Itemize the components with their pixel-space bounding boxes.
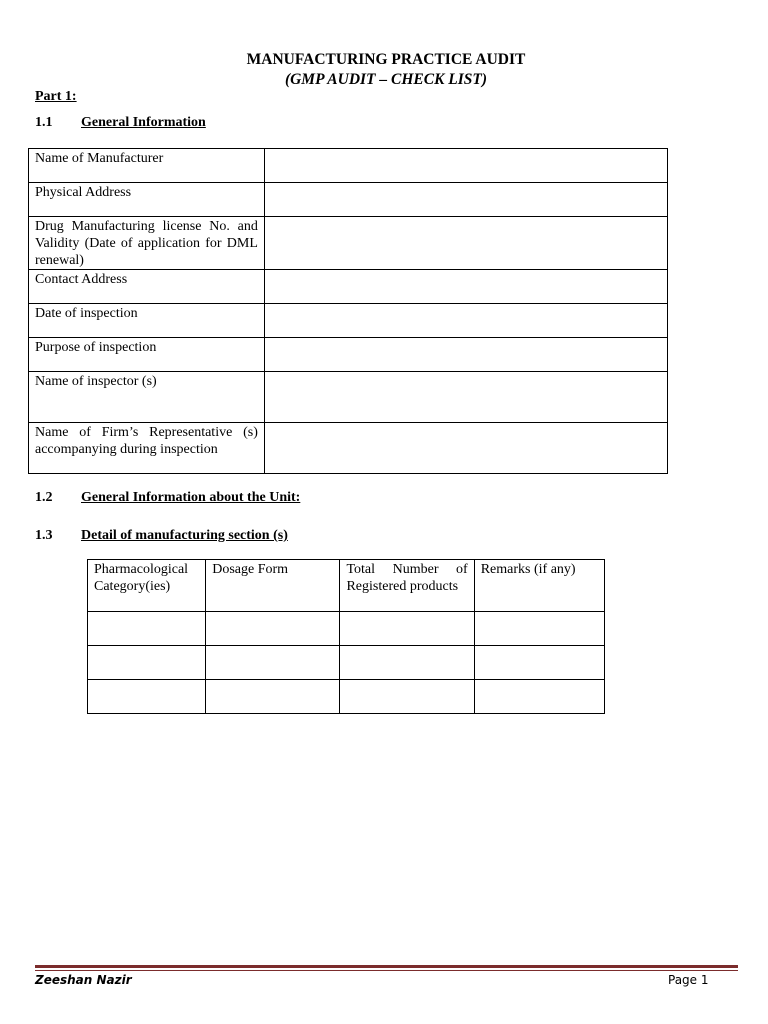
table-cell[interactable] <box>340 646 474 680</box>
manufacturing-section-table <box>87 559 605 714</box>
footer-page-number: Page 1 <box>668 973 709 987</box>
column-header-remarks: Remarks (if any) <box>474 560 604 612</box>
table-row <box>29 423 668 474</box>
section-heading-1-2 <box>35 490 300 506</box>
page-title: MANUFACTURING PRACTICE AUDIT <box>246 51 526 68</box>
table-row <box>29 270 668 304</box>
footer-divider-thin <box>35 970 738 971</box>
table-cell[interactable] <box>206 646 340 680</box>
section-title: General Information about the Unit: <box>81 490 301 505</box>
column-header-total-registered-products: Total Number of Registered products <box>340 560 474 612</box>
field-value-cell[interactable] <box>264 423 667 474</box>
field-value-cell[interactable] <box>264 270 667 304</box>
table-cell[interactable] <box>206 612 340 646</box>
footer-divider-thick <box>35 965 738 968</box>
table-row <box>29 304 668 338</box>
footer-author: Zeeshan Nazir <box>35 973 132 987</box>
field-label: Name of Manufacturer <box>29 149 265 183</box>
field-label: Name of Firm’s Representative (s) accompanying during inspection <box>29 423 265 474</box>
section-title: Detail of manufacturing section (s) <box>81 528 288 543</box>
field-label: Purpose of inspection <box>29 338 265 372</box>
column-header-pharmacological-category: Pharmacological Category(ies) <box>88 560 206 612</box>
section-number: 1.1 <box>35 115 53 130</box>
field-value-cell[interactable] <box>264 217 667 270</box>
field-value-cell[interactable] <box>264 149 667 183</box>
field-label: Physical Address <box>29 183 265 217</box>
field-label: Name of inspector (s) <box>29 372 265 423</box>
section-heading-1-3 <box>35 528 288 544</box>
table-cell[interactable] <box>474 680 604 714</box>
table-cell[interactable] <box>474 612 604 646</box>
field-label: Date of inspection <box>29 304 265 338</box>
part-heading: Part 1: <box>35 89 77 104</box>
table-cell[interactable] <box>88 612 206 646</box>
section-heading-1-1 <box>35 115 206 131</box>
table-cell[interactable] <box>88 680 206 714</box>
table-row <box>88 680 605 714</box>
field-value-cell[interactable] <box>264 304 667 338</box>
field-label: Contact Address <box>29 270 265 304</box>
field-value-cell[interactable] <box>264 372 667 423</box>
table-row <box>29 372 668 423</box>
field-label: Drug Manufacturing license No. and Validity (Date of application for DML renewal) <box>29 217 265 270</box>
table-row <box>29 183 668 217</box>
table-row <box>29 217 668 270</box>
section-title: General Information <box>81 115 206 130</box>
page-subtitle: (GMP AUDIT – CHECK LIST) <box>284 71 488 88</box>
table-row <box>88 646 605 680</box>
table-cell[interactable] <box>88 646 206 680</box>
column-header-dosage-form: Dosage Form <box>206 560 340 612</box>
table-header-row <box>88 560 605 612</box>
general-information-table <box>28 148 668 474</box>
table-cell[interactable] <box>474 646 604 680</box>
table-row <box>29 338 668 372</box>
table-cell[interactable] <box>340 680 474 714</box>
section-number: 1.2 <box>35 490 53 505</box>
section-number: 1.3 <box>35 528 53 543</box>
table-cell[interactable] <box>340 612 474 646</box>
table-row <box>29 149 668 183</box>
field-value-cell[interactable] <box>264 338 667 372</box>
field-value-cell[interactable] <box>264 183 667 217</box>
table-row <box>88 612 605 646</box>
table-cell[interactable] <box>206 680 340 714</box>
